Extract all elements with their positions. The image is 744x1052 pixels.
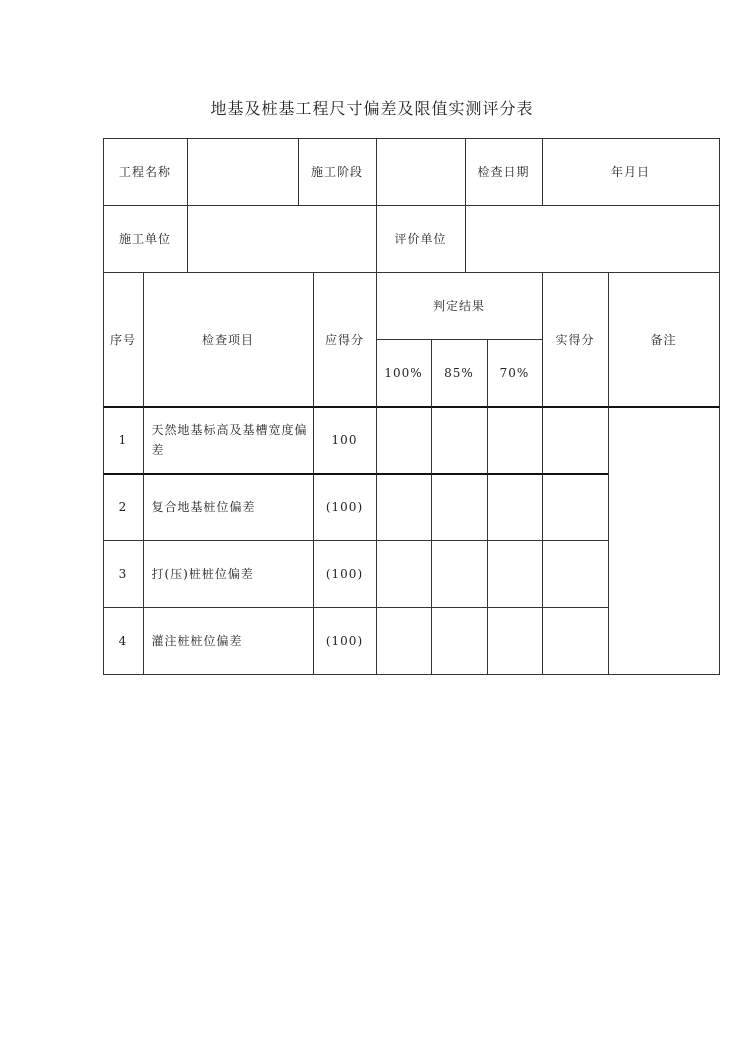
header-85: 85% <box>431 339 488 407</box>
score-cell[interactable] <box>376 540 432 608</box>
score-cell[interactable] <box>431 406 488 474</box>
stage-field[interactable] <box>376 138 466 206</box>
score-cell[interactable] <box>431 473 488 541</box>
header-actual-score: 实得分 <box>542 272 609 407</box>
score-cell[interactable] <box>487 406 543 474</box>
score-cell[interactable] <box>431 607 488 675</box>
score-cell[interactable] <box>487 540 543 608</box>
row-due: (100) <box>313 607 377 675</box>
row-no: 3 <box>103 540 144 608</box>
contractor-label: 施工单位 <box>103 205 188 273</box>
header-result: 判定结果 <box>376 272 543 340</box>
score-cell[interactable] <box>542 473 609 541</box>
score-cell[interactable] <box>487 473 543 541</box>
score-cell[interactable] <box>542 540 609 608</box>
header-due-score: 应得分 <box>313 272 377 407</box>
header-no: 序号 <box>103 272 144 407</box>
score-cell[interactable] <box>376 406 432 474</box>
project-name-label: 工程名称 <box>103 138 188 206</box>
remark-cell[interactable] <box>608 406 720 675</box>
row-due: (100) <box>313 473 377 541</box>
row-due: 100 <box>313 406 377 474</box>
header-70: 70% <box>487 339 543 407</box>
row-due: (100) <box>313 540 377 608</box>
row-item: 打(压)桩桩位偏差 <box>143 540 314 608</box>
header-remark: 备注 <box>608 272 720 407</box>
check-date-field[interactable]: 年月日 <box>542 138 720 206</box>
header-100: 100% <box>376 339 432 407</box>
project-name-field[interactable] <box>187 138 299 206</box>
score-cell[interactable] <box>542 406 609 474</box>
score-cell[interactable] <box>542 607 609 675</box>
row-no: 2 <box>103 473 144 541</box>
row-item: 复合地基桩位偏差 <box>143 473 314 541</box>
row-no: 1 <box>103 406 144 474</box>
row-item: 天然地基标高及基槽宽度偏差 <box>143 406 314 474</box>
evaluator-label: 评价单位 <box>376 205 466 273</box>
row-no: 4 <box>103 607 144 675</box>
evaluator-field[interactable] <box>465 205 720 273</box>
header-item: 检查项目 <box>143 272 314 407</box>
score-cell[interactable] <box>431 540 488 608</box>
score-cell[interactable] <box>376 473 432 541</box>
score-cell[interactable] <box>487 607 543 675</box>
check-date-label: 检查日期 <box>465 138 543 206</box>
page-title: 地基及桩基工程尺寸偏差及限值实测评分表 <box>210 99 534 118</box>
contractor-field[interactable] <box>187 205 377 273</box>
score-cell[interactable] <box>376 607 432 675</box>
row-item: 灌注桩桩位偏差 <box>143 607 314 675</box>
stage-label: 施工阶段 <box>298 138 377 206</box>
